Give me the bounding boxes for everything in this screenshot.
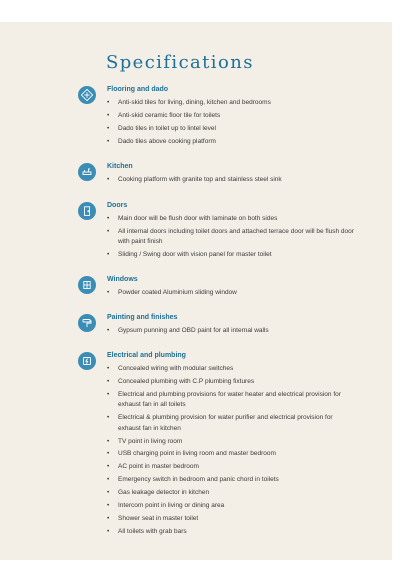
list-item: • Gypsum punning and OBD paint for all internal walls xyxy=(107,326,357,337)
list-item: • Cooking platform with granite top and stainless steel sink xyxy=(107,175,357,186)
flooring-tiles-icon xyxy=(78,86,96,104)
page-title: Specifications xyxy=(106,52,254,73)
spec-list xyxy=(107,364,357,540)
door-icon xyxy=(78,202,96,220)
section-title: Kitchen xyxy=(107,163,133,170)
list-item: • All internal doors including toilet doors and attached terrace door will be flush door with paint finish xyxy=(107,227,357,248)
list-item: • Powder coated Aluminium sliding window xyxy=(107,288,357,299)
list-item: • Dado tiles in toilet up to lintel level xyxy=(107,124,357,135)
list-item: • Emergency switch in bedroom and panic chord in toilets xyxy=(107,475,357,486)
list-item: • Anti-skid ceramic floor tile for toilets xyxy=(107,111,357,122)
list-item: • Electrical and plumbing provisions for water heater and electrical provision for exhaust fan in all toilets xyxy=(107,390,357,411)
section-title: Doors xyxy=(107,202,128,209)
list-item: • Gas leakage detector in kitchen xyxy=(107,488,357,499)
paint-roller-icon xyxy=(78,314,96,332)
list-item: • Dado tiles above cooking platform xyxy=(107,137,357,148)
list-item: • Concealed wiring with modular switches xyxy=(107,364,357,375)
spec-list xyxy=(107,214,357,263)
list-item: • All toilets with grab bars xyxy=(107,527,357,538)
electrical-plumbing-icon xyxy=(78,352,96,370)
window-icon xyxy=(78,276,96,294)
list-item: • TV point in living room xyxy=(107,437,357,448)
section-title: Painting and finishes xyxy=(107,314,178,321)
list-item: • Sliding / Swing door with vision panel for master toilet xyxy=(107,250,357,261)
spec-list xyxy=(107,98,357,150)
section-title: Flooring and dado xyxy=(107,86,169,93)
list-item: • Shower seat in master toilet xyxy=(107,514,357,525)
kitchen-sink-icon xyxy=(78,163,96,181)
spec-list xyxy=(107,175,357,188)
list-item: • Anti-skid tiles for living, dining, kitchen and bedrooms xyxy=(107,98,357,109)
list-item: • Concealed plumbing with C.P plumbing fixtures xyxy=(107,377,357,388)
spec-list xyxy=(107,326,357,339)
list-item: • USB charging point in living room and master bedroom xyxy=(107,449,357,460)
section-title: Windows xyxy=(107,276,138,283)
spec-list xyxy=(107,288,357,301)
list-item: • Electrical & plumbing provision for water purifier and electrical provision for exhaust fan in kitchen xyxy=(107,413,357,434)
list-item: • Intercom point in living or dining area xyxy=(107,501,357,512)
list-item: • Main door will be flush door with laminate on both sides xyxy=(107,214,357,225)
list-item: • AC point in master bedroom xyxy=(107,462,357,473)
section-title: Electrical and plumbing xyxy=(107,352,186,359)
specifications-page xyxy=(0,22,392,560)
